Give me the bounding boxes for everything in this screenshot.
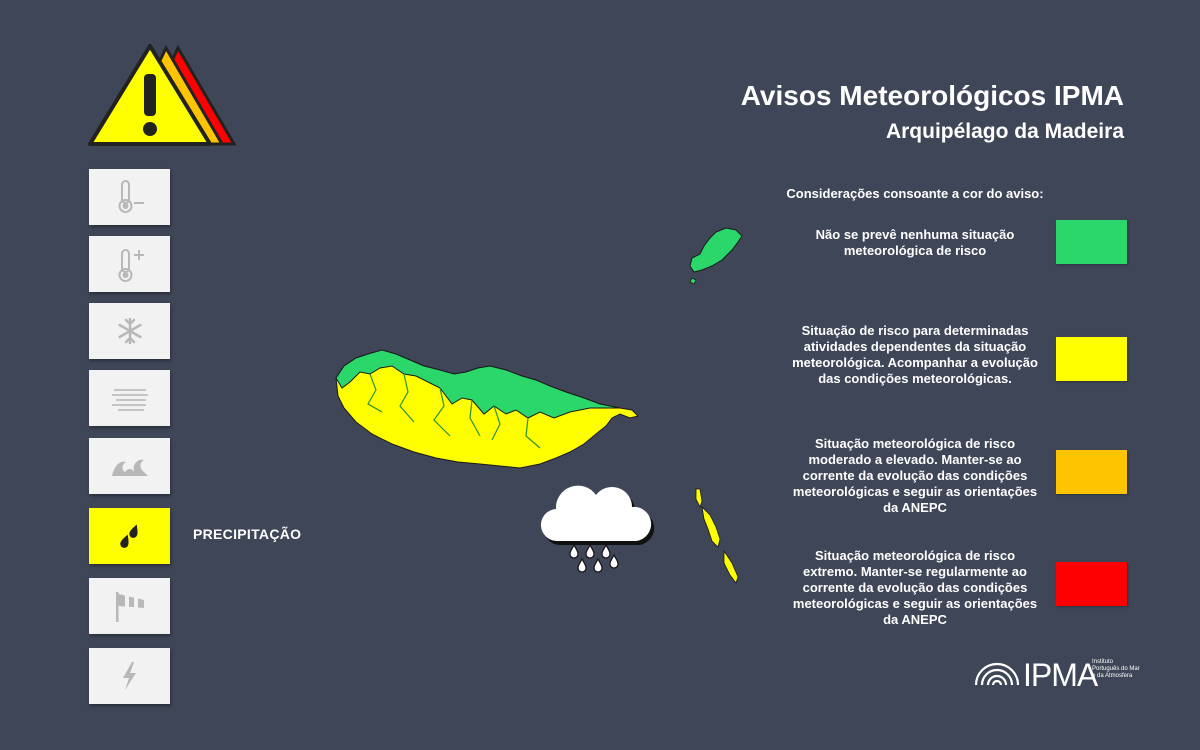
ipma-logo-text: IPMA <box>1023 657 1098 693</box>
wind-button[interactable] <box>89 578 170 634</box>
coastal-agitation-icon <box>108 444 152 488</box>
porto-santo-island-map[interactable] <box>680 222 750 292</box>
active-warning-label: PRECIPITAÇÃO <box>193 526 302 542</box>
snow-icon <box>108 309 152 353</box>
ipma-logo-subtext: Instituto Português do Mar e da Atmosfera <box>1092 659 1140 679</box>
high-temperature-icon <box>108 242 152 286</box>
legend-orange-text: Situação meteorológica de risco moderado a elevado. Manter-se ao corrente da evolução das condições meteorológicas e seguir as orientações da ANEPC <box>792 436 1038 515</box>
legend-red-text: Situação meteorológica de risco extremo. Manter-se regularmente ao corrente da evolução das condições meteorológicas e seguir as orientações da ANEPC <box>792 548 1038 627</box>
legend-red-swatch <box>1056 562 1127 606</box>
page-subtitle: Arquipélago da Madeira <box>885 120 1124 143</box>
ipma-logo-icon <box>972 657 1022 687</box>
snow-button[interactable] <box>89 303 170 359</box>
low-temperature-button[interactable] <box>89 169 170 225</box>
rain-cloud-icon <box>538 483 663 583</box>
thunderstorm-button[interactable] <box>89 648 170 704</box>
legend-green-swatch <box>1056 220 1127 264</box>
madeira-island-map[interactable] <box>330 340 650 470</box>
wind-icon <box>108 584 152 628</box>
coastal-agitation-button[interactable] <box>89 438 170 494</box>
page-title: Avisos Meteorológicos IPMA <box>740 80 1124 111</box>
fog-button[interactable] <box>89 370 170 426</box>
legend-orange-swatch <box>1056 450 1127 494</box>
legend-green-text: Não se prevê nenhuma situação meteorológica de risco <box>815 227 1015 258</box>
desertas-island-map[interactable] <box>690 485 750 590</box>
legend-yellow-swatch <box>1056 337 1127 381</box>
thunderstorm-icon <box>108 654 152 698</box>
legend-yellow-text: Situação de risco para determinadas atividades dependentes da situação meteorológica. Acompanhar a evolução das condições meteorológicas. <box>792 323 1038 386</box>
precipitation-icon <box>108 514 152 558</box>
precipitation-button[interactable] <box>89 508 170 564</box>
legend-heading: Considerações consoante a cor do aviso: <box>786 186 1044 201</box>
high-temperature-button[interactable] <box>89 236 170 292</box>
fog-icon <box>108 376 152 420</box>
low-temperature-icon <box>108 175 152 219</box>
warning-triangle-icon <box>86 40 236 150</box>
